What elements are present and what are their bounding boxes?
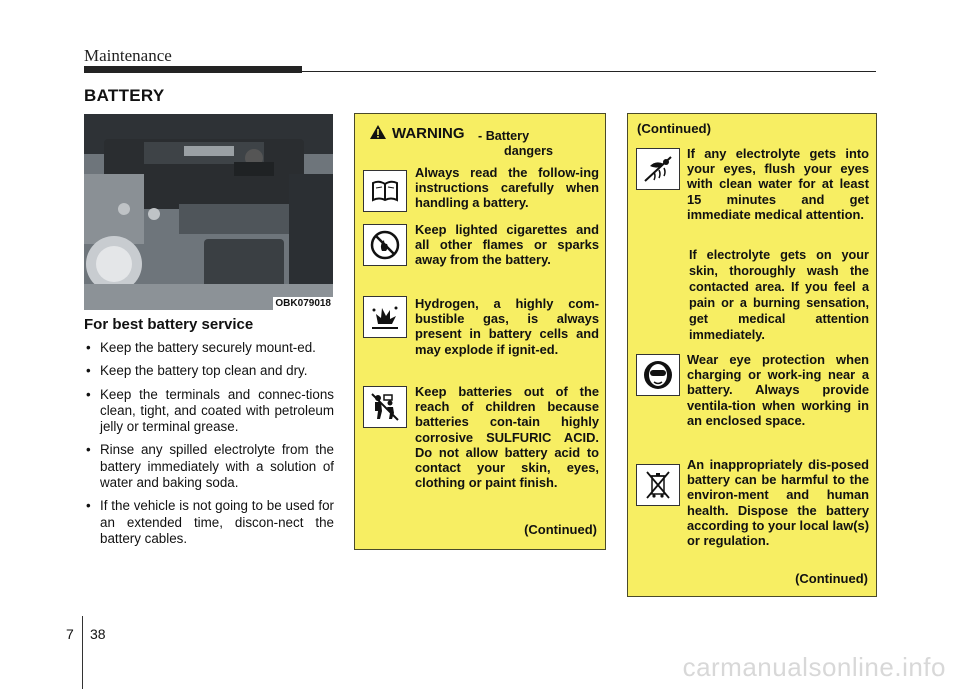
eye-protection-icon [636, 354, 680, 396]
list-item: • Rinse any spilled electrolyte from the battery immediately with a solution of water and baking soda. [84, 442, 334, 491]
eye-rinse-icon [636, 148, 680, 190]
page-title: BATTERY [84, 86, 165, 105]
continued-label: (Continued) [795, 571, 868, 586]
warning-triangle-icon [369, 124, 387, 145]
warning-item-text: Wear eye protection when charging or work-ing near a battery. Always provide ventila-tion when working in an enclosed space. [687, 352, 869, 428]
warning-item-text: Hydrogen, a highly com-bustible gas, is always present in battery cells and may explode if ignit-ed. [415, 296, 599, 357]
header-rule [300, 71, 876, 72]
warning-item-text: Keep lighted cigarettes and all other flames or sparks away from the battery. [415, 222, 599, 268]
warning-subtitle [478, 129, 568, 159]
service-bullet-list [84, 340, 334, 554]
list-item: • Keep the terminals and connec-tions clean, tight, and coated with petroleum jelly or terminal grease. [84, 387, 334, 436]
list-item: • Keep the battery securely mount-ed. [84, 340, 334, 356]
page-number: 38 [90, 626, 106, 642]
list-item: • If the vehicle is not going to be used for an extended time, discon-nect the battery cables. [84, 498, 334, 547]
warning-item-text: An inappropriately dis-posed battery can be harmful to the environ-ment and human health. Dispose the battery according to your local law(s) or regulation. [687, 457, 869, 549]
warning-word: WARNING [392, 125, 465, 142]
explosion-icon [363, 296, 407, 338]
watermark: carmanualsonline.info [682, 652, 946, 682]
continued-label: (Continued) [524, 522, 597, 537]
header-bar [84, 66, 302, 73]
warning-box-left [354, 113, 606, 550]
warning-item-text: Keep batteries out of the reach of children because batteries con-tain highly corrosive SULFURIC ACID. Do not allow battery acid to contact your skin, eyes, clothing or paint finish. [415, 384, 599, 491]
warning-item-text: Always read the follow-ing instructions carefully when handling a battery. [415, 165, 599, 211]
keep-children-away-icon [363, 386, 407, 428]
warning-sub-line1: - Battery [478, 129, 530, 143]
battery-photo [84, 114, 333, 310]
section-header: Maintenance [84, 46, 172, 65]
skin-contact-text: If electrolyte gets on your skin, thoroughly wash the contacted area. If you feel a pain or a burning sensation, get medical attention immediately. [689, 248, 869, 342]
continued-heading: (Continued) [637, 121, 711, 136]
page-chapter: 7 [66, 626, 74, 642]
no-trash-disposal-icon [636, 464, 680, 506]
warning-heading [369, 124, 465, 145]
no-flame-icon [363, 224, 407, 266]
list-item: • Keep the battery top clean and dry. [84, 363, 334, 379]
warning-box-right [627, 113, 877, 597]
photo-code: OBK079018 [275, 298, 331, 309]
warning-item-text: If any electrolyte gets into your eyes, flush your eyes with clean water for at least 15 minutes and get immediate medical attention. [687, 146, 869, 222]
warning-sub-line2: dangers [504, 144, 553, 158]
manual-book-icon [363, 170, 407, 212]
page-divider [82, 616, 83, 689]
service-heading: For best battery service [84, 316, 254, 333]
